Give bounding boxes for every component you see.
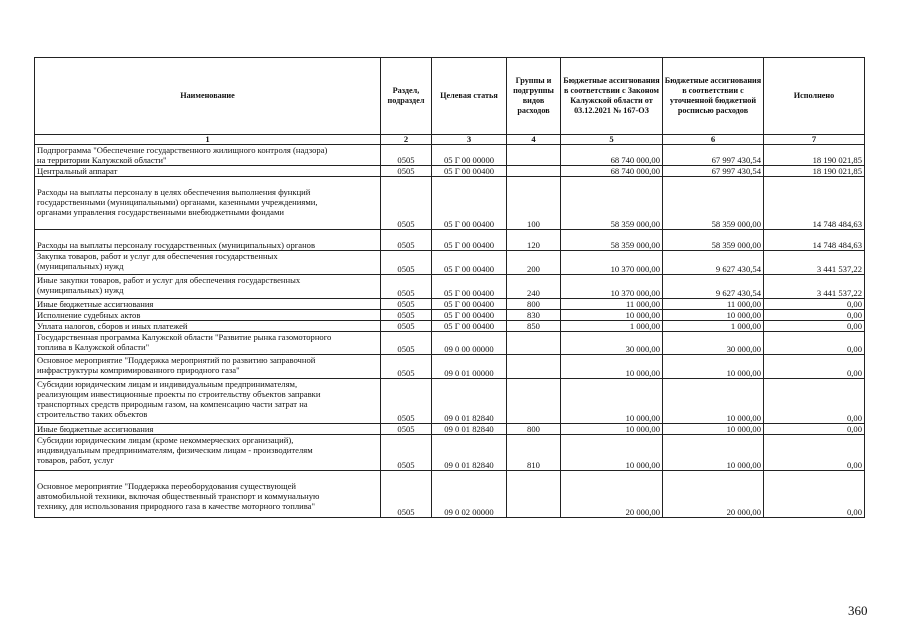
column-number: 1 [35, 135, 381, 145]
row-name: Исполнение судебных актов [35, 310, 381, 321]
row-target-article: 05 Г 00 00400 [432, 166, 507, 177]
row-executed-amount: 14 748 484,63 [764, 230, 865, 251]
row-name: Подпрограмма "Обеспечение государственного жилищного контроля (надзора) на территории Калужской области" [35, 145, 381, 166]
row-law-amount: 58 359 000,00 [561, 230, 663, 251]
row-expense-group: 120 [507, 230, 561, 251]
row-refined-amount: 9 627 430,54 [663, 251, 764, 275]
row-expense-group [507, 355, 561, 379]
row-executed-amount: 0,00 [764, 471, 865, 518]
row-law-amount: 1 000,00 [561, 321, 663, 332]
row-target-article: 05 Г 00 00400 [432, 230, 507, 251]
row-executed-amount: 0,00 [764, 310, 865, 321]
row-law-amount: 10 000,00 [561, 310, 663, 321]
row-refined-amount: 10 000,00 [663, 435, 764, 471]
row-target-article: 05 Г 00 00400 [432, 310, 507, 321]
row-law-amount: 10 370 000,00 [561, 251, 663, 275]
row-executed-amount: 3 441 537,22 [764, 251, 865, 275]
header-expense-groups: Группы и подгруппы видов расходов [507, 58, 561, 135]
row-refined-amount: 11 000,00 [663, 299, 764, 310]
row-law-amount: 10 000,00 [561, 424, 663, 435]
column-number: 7 [764, 135, 865, 145]
row-expense-group: 800 [507, 424, 561, 435]
row-section: 0505 [381, 321, 432, 332]
header-row [35, 58, 865, 135]
row-section: 0505 [381, 471, 432, 518]
table-row [35, 435, 865, 471]
column-number: 5 [561, 135, 663, 145]
row-law-amount: 68 740 000,00 [561, 145, 663, 166]
row-name: Государственная программа Калужской области "Развитие рынка газомоторного топлива в Калужской области" [35, 332, 381, 355]
row-target-article: 05 Г 00 00400 [432, 299, 507, 310]
row-executed-amount: 0,00 [764, 435, 865, 471]
header-law-allocations: Бюджетные ассигнования в соответствии с Законом Калужской области от 03.12.2021 № 167-ОЗ [561, 58, 663, 135]
column-number: 3 [432, 135, 507, 145]
table-row [35, 275, 865, 299]
row-section: 0505 [381, 332, 432, 355]
row-name: Субсидии юридическим лицам и индивидуальным предпринимателям, реализующим инвестиционные проекты по строительству объектов заправки транспортных средств природным газом, на компенсацию части затрат на строительство таких объектов [35, 379, 381, 424]
row-executed-amount: 18 190 021,85 [764, 166, 865, 177]
row-section: 0505 [381, 177, 432, 230]
table-row [35, 145, 865, 166]
column-number: 6 [663, 135, 764, 145]
row-law-amount: 11 000,00 [561, 299, 663, 310]
row-executed-amount: 0,00 [764, 299, 865, 310]
row-expense-group [507, 471, 561, 518]
row-target-article: 09 0 01 00000 [432, 355, 507, 379]
row-refined-amount: 1 000,00 [663, 321, 764, 332]
row-target-article: 09 0 01 82840 [432, 424, 507, 435]
row-refined-amount: 9 627 430,54 [663, 275, 764, 299]
row-expense-group [507, 379, 561, 424]
row-section: 0505 [381, 251, 432, 275]
row-section: 0505 [381, 230, 432, 251]
row-expense-group: 830 [507, 310, 561, 321]
row-refined-amount: 58 359 000,00 [663, 230, 764, 251]
row-name: Расходы на выплаты персоналу в целях обеспечения выполнения функций государственными (муниципальными) органами, казенными учреждениями, органами управления государственными внебюджетными фондами [35, 177, 381, 230]
row-name: Иные бюджетные ассигнования [35, 424, 381, 435]
table-row [35, 177, 865, 230]
header-target-article: Целевая статья [432, 58, 507, 135]
row-name: Основное мероприятие "Поддержка переоборудования существующей автомобильной техники, включая общественный транспорт и коммунальную технику, для использования природного газа в качестве моторного топлива" [35, 471, 381, 518]
header-name: Наименование [35, 58, 381, 135]
row-section: 0505 [381, 275, 432, 299]
row-executed-amount: 3 441 537,22 [764, 275, 865, 299]
row-law-amount: 20 000,00 [561, 471, 663, 518]
table-row [35, 355, 865, 379]
table-row [35, 299, 865, 310]
budget-execution-table [34, 57, 865, 518]
row-target-article: 09 0 00 00000 [432, 332, 507, 355]
row-expense-group: 810 [507, 435, 561, 471]
header-refined-allocations: Бюджетные ассигнования в соответствии с уточненной бюджетной росписью расходов [663, 58, 764, 135]
table-row [35, 310, 865, 321]
row-target-article: 09 0 01 82840 [432, 379, 507, 424]
table-row [35, 332, 865, 355]
row-expense-group: 850 [507, 321, 561, 332]
row-executed-amount: 0,00 [764, 355, 865, 379]
row-name: Расходы на выплаты персоналу государственных (муниципальных) органов [35, 230, 381, 251]
row-name: Субсидии юридическим лицам (кроме некоммерческих организаций), индивидуальным предпринимателям, физическим лицам - производителям товаров, работ, услуг [35, 435, 381, 471]
row-target-article: 05 Г 00 00400 [432, 177, 507, 230]
column-number: 4 [507, 135, 561, 145]
row-name: Закупка товаров, работ и услуг для обеспечения государственных (муниципальных) нужд [35, 251, 381, 275]
row-law-amount: 10 000,00 [561, 355, 663, 379]
row-expense-group: 800 [507, 299, 561, 310]
row-executed-amount: 14 748 484,63 [764, 177, 865, 230]
column-number: 2 [381, 135, 432, 145]
row-target-article: 05 Г 00 00400 [432, 321, 507, 332]
row-section: 0505 [381, 310, 432, 321]
row-target-article: 05 Г 00 00400 [432, 275, 507, 299]
row-name: Иные закупки товаров, работ и услуг для обеспечения государственных (муниципальных) нужд [35, 275, 381, 299]
row-section: 0505 [381, 379, 432, 424]
row-section: 0505 [381, 166, 432, 177]
page-number: 360 [848, 603, 868, 618]
row-refined-amount: 67 997 430,54 [663, 145, 764, 166]
row-refined-amount: 67 997 430,54 [663, 166, 764, 177]
row-name: Основное мероприятие "Поддержка мероприятий по развитию заправочной инфраструктуры компримированного природного газа" [35, 355, 381, 379]
header-section: Раздел, подраздел [381, 58, 432, 135]
row-law-amount: 30 000,00 [561, 332, 663, 355]
row-executed-amount: 0,00 [764, 321, 865, 332]
row-law-amount: 10 370 000,00 [561, 275, 663, 299]
row-refined-amount: 20 000,00 [663, 471, 764, 518]
row-expense-group: 240 [507, 275, 561, 299]
row-target-article: 09 0 01 82840 [432, 435, 507, 471]
row-expense-group [507, 332, 561, 355]
row-name: Иные бюджетные ассигнования [35, 299, 381, 310]
column-number-row [35, 135, 865, 145]
row-law-amount: 10 000,00 [561, 379, 663, 424]
row-section: 0505 [381, 145, 432, 166]
table-row [35, 166, 865, 177]
row-executed-amount: 18 190 021,85 [764, 145, 865, 166]
row-expense-group [507, 166, 561, 177]
header-executed: Исполнено [764, 58, 865, 135]
row-law-amount: 68 740 000,00 [561, 166, 663, 177]
row-section: 0505 [381, 355, 432, 379]
row-target-article: 05 Г 00 00000 [432, 145, 507, 166]
row-expense-group: 100 [507, 177, 561, 230]
row-name: Уплата налогов, сборов и иных платежей [35, 321, 381, 332]
table-row [35, 251, 865, 275]
row-law-amount: 58 359 000,00 [561, 177, 663, 230]
row-refined-amount: 10 000,00 [663, 310, 764, 321]
row-refined-amount: 58 359 000,00 [663, 177, 764, 230]
table-row [35, 230, 865, 251]
row-name: Центральный аппарат [35, 166, 381, 177]
row-target-article: 09 0 02 00000 [432, 471, 507, 518]
row-section: 0505 [381, 435, 432, 471]
row-refined-amount: 10 000,00 [663, 379, 764, 424]
row-executed-amount: 0,00 [764, 379, 865, 424]
row-section: 0505 [381, 424, 432, 435]
row-refined-amount: 30 000,00 [663, 332, 764, 355]
row-executed-amount: 0,00 [764, 424, 865, 435]
row-executed-amount: 0,00 [764, 332, 865, 355]
row-law-amount: 10 000,00 [561, 435, 663, 471]
row-refined-amount: 10 000,00 [663, 355, 764, 379]
table-row [35, 424, 865, 435]
row-expense-group: 200 [507, 251, 561, 275]
table-row [35, 321, 865, 332]
row-target-article: 05 Г 00 00400 [432, 251, 507, 275]
row-expense-group [507, 145, 561, 166]
table-row [35, 379, 865, 424]
row-section: 0505 [381, 299, 432, 310]
row-refined-amount: 10 000,00 [663, 424, 764, 435]
table-row [35, 471, 865, 518]
